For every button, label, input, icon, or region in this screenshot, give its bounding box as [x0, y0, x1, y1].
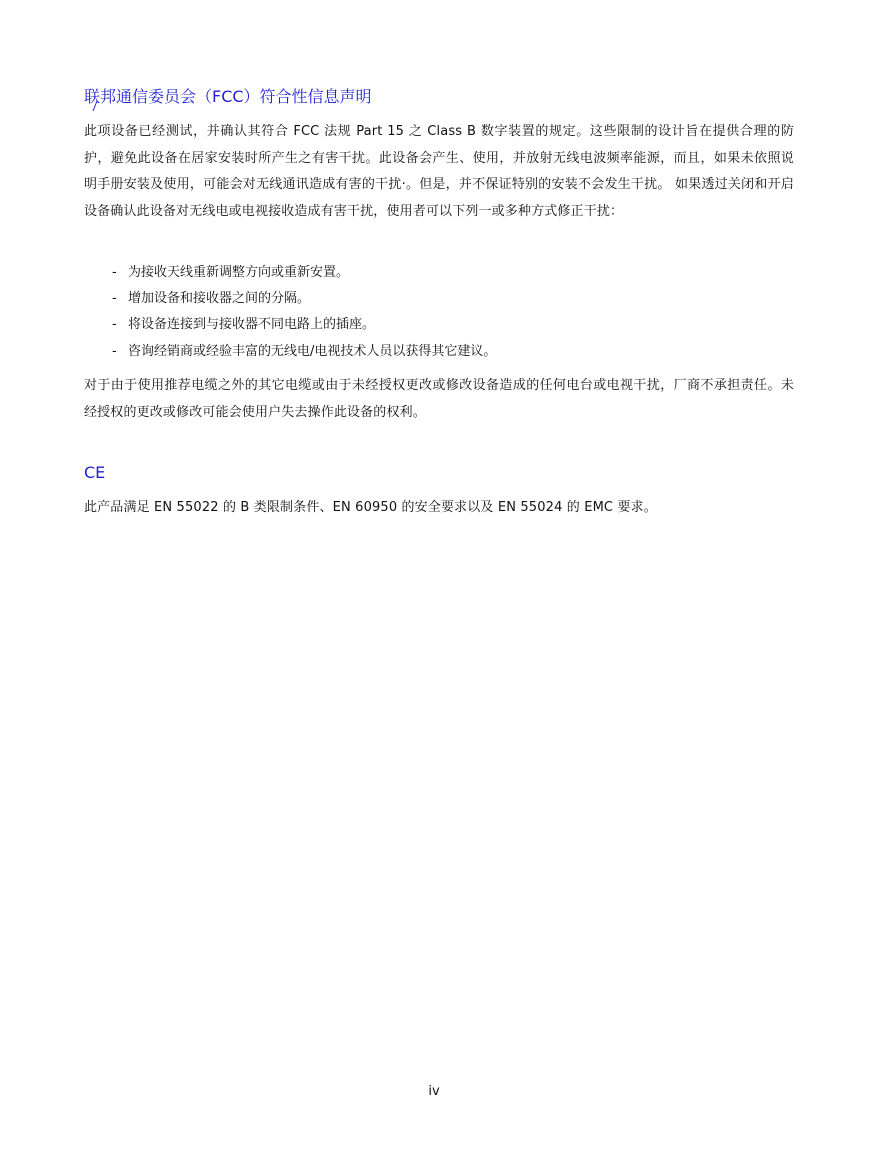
list-item	[112, 312, 496, 338]
bullet-dash: -	[112, 291, 117, 307]
bullet-dash: -	[112, 317, 117, 333]
stray-stroke-mark	[91, 100, 99, 112]
list-item	[112, 339, 496, 365]
fcc-heading: 联邦通信委员会（FCC）符合性信息声明	[84, 87, 372, 106]
bullet-dash: -	[112, 265, 117, 280]
ce-compliance-paragraph: 此产品满足 EN 55022 的 B 类限制条件、EN 60950 的安全要求以及 EN 55024 的 EMC 要求。	[84, 500, 657, 515]
list-item	[112, 260, 496, 286]
page-number: iv	[428, 1084, 440, 1099]
fcc-disclaimer-paragraph: 对于由于使用推荐电缆之外的其它电缆或由于未经授权更改或修改设备造成的任何电台或电视干扰，厂商不承担责任。未经授权的更改或修改可能会使用户失去操作此设备的权利。	[84, 378, 794, 420]
fcc-intro-paragraph: 此项设备已经测试，并确认其符合 FCC 法规 Part 15 之 Class B 数字装置的规定。这些限制的设计旨在提供合理的防护，避免此设备在居家安装时所产生之有害干扰。此设备会产生、使用，并放射无线电波频率能源，而且，如果未依照说明手册安装及使用，可能会对无线通讯造成有害的干扰·。但是，并不保证特别的安装不会发生干扰。 如果透过关闭和开启设备确认此设备对无线电或电视接收造成有害干扰，使用者可以下列一或多种方式修正干扰：	[84, 124, 794, 219]
list-item-text: 为接收天线重新调整方向或重新安置。	[128, 265, 350, 280]
list-item-text: 将设备连接到与接收器不同电路上的插座。	[128, 317, 376, 333]
list-item-text: 增加设备和接收器之间的分隔。	[128, 291, 311, 307]
bullet-dash: -	[112, 343, 117, 359]
list-item-text: 咨询经销商或经验丰富的无线电/电视技术人员以获得其它建议。	[128, 343, 497, 359]
ce-heading: CE	[84, 463, 106, 482]
interference-measures-list	[112, 260, 496, 365]
list-item	[112, 286, 496, 312]
